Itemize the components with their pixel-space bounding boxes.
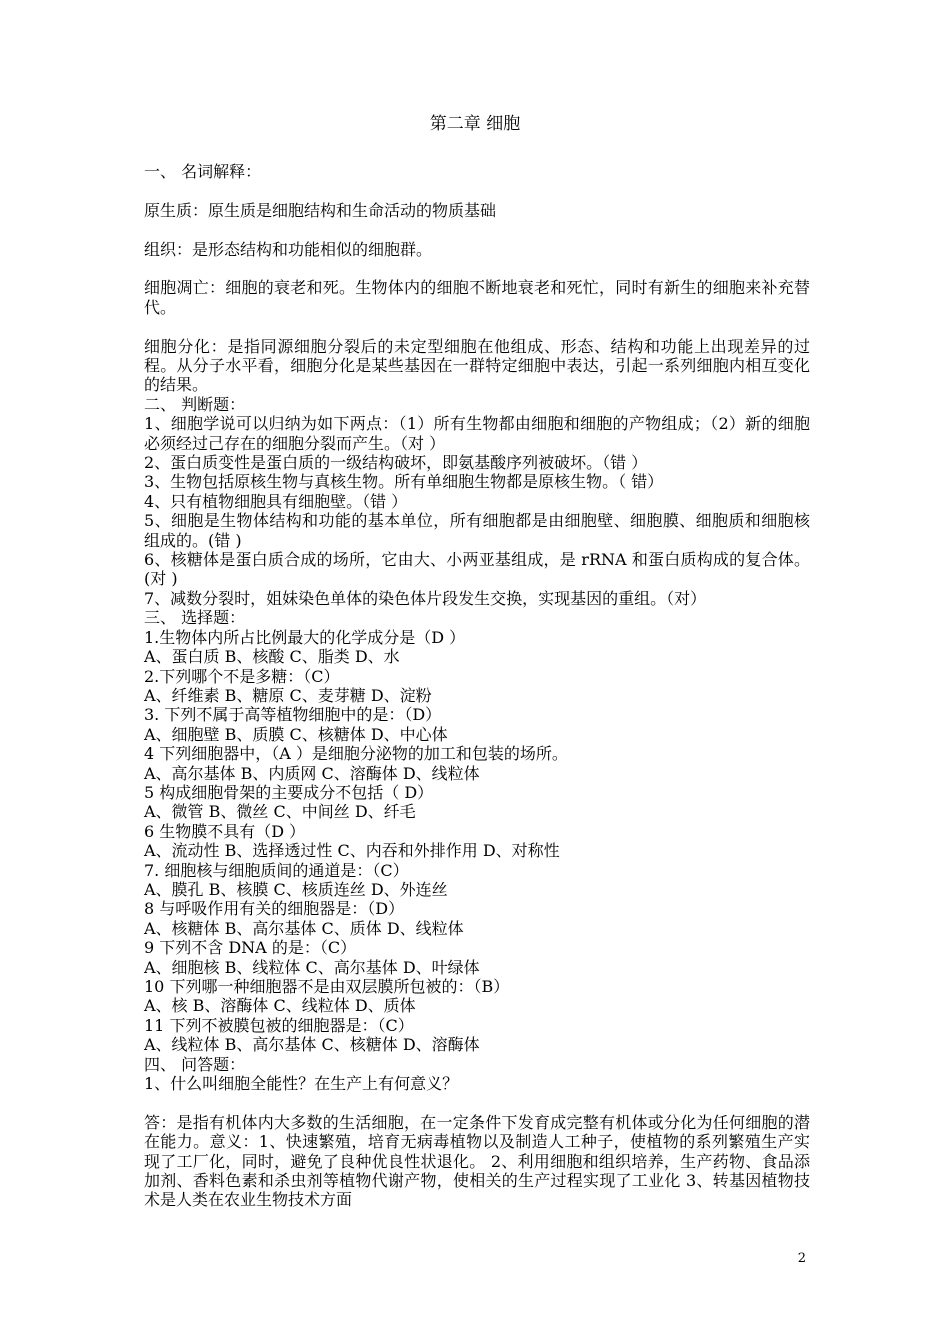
short-answer-text: 答：是指有机体内大多数的生活细胞，在一定条件下发育成完整有机体或分化为任何细胞的潜在能力。意义：1、快速繁殖，培育无病毒植物以及制造人工种子，使植物的系列繁殖生产实现了工厂化，同时，避免了良种优良性状退化。 2、利用细胞和组织培养，生产药物、食品添加剂、香料色素和杀虫剂等植物代谢产物，使相关的生产过程实现了工业化 3、转基因植物技术是人类在农业生物技术方面 [144, 1112, 810, 1210]
section-heading-short-answer: 四、 问答题： [144, 1054, 246, 1074]
choice-question: 1.生物体内所占比例最大的化学成分是（D ） [144, 627, 466, 647]
choice-question: 11 下列不被膜包被的细胞器是：（C） [144, 1015, 414, 1035]
choice-question: 2.下列哪个不是多糖：（C） [144, 666, 340, 686]
term-definition: 细胞凋亡：细胞的衰老和死。生物体内的细胞不断地衰老和死忙，同时有新生的细胞来补充替代。 [144, 278, 810, 317]
choice-options: A、膜孔 B、核膜 C、核质连丝 D、外连丝 [144, 879, 448, 899]
section-heading-true-false: 二、 判断题： [144, 394, 246, 414]
choice-options: A、细胞核 B、线粒体 C、高尔基体 D、叶绿体 [144, 957, 480, 977]
choice-question: 7. 细胞核与细胞质间的通道是：（C） [144, 860, 409, 880]
term-definition: 原生质：原生质是细胞结构和生命活动的物质基础 [144, 200, 497, 220]
choice-question: 5 构成细胞骨架的主要成分不包括（ D） [144, 782, 434, 802]
chapter-title: 第二章 细胞 [429, 114, 521, 134]
choice-question: 4 下列细胞器中，（A ）是细胞分泌物的加工和包装的场所。 [144, 744, 568, 764]
choice-question: 6 生物膜不具有（D ） [144, 821, 306, 841]
term-definition: 细胞分化：是指同源细胞分裂后的未定型细胞在他组成、形态、结构和功能上出现差异的过程。从分子水平看，细胞分化是某些基因在一群特定细胞中表达，引起一系列细胞内相互变化的结果。 [144, 336, 810, 395]
choice-question: 3. 下列不属于高等植物细胞中的是：（D） [144, 705, 442, 725]
choice-options: A、微管 B、微丝 C、中间丝 D、纤毛 [144, 802, 416, 822]
true-false-item: 7、减数分裂时，姐妹染色单体的染色体片段发生交换，实现基因的重组。（对） [144, 588, 707, 608]
choice-question: 9 下列不含 DNA 的是：（C） [144, 938, 357, 958]
choice-options: A、细胞壁 B、质膜 C、核糖体 D、中心体 [144, 724, 448, 744]
true-false-item: 4、只有植物细胞具有细胞壁。（错 ） [144, 491, 408, 511]
choice-options: A、流动性 B、选择透过性 C、内吞和外排作用 D、对称性 [144, 841, 560, 861]
term-definition: 组织：是形态结构和功能相似的细胞群。 [144, 239, 433, 259]
short-answer-question: 1、什么叫细胞全能性？在生产上有何意义？ [144, 1074, 459, 1094]
page-number: 2 [797, 1251, 806, 1266]
true-false-item: 6、核糖体是蛋白质合成的场所，它由大、小两亚基组成，是 rRNA 和蛋白质构成的复合体。 (对 ) [144, 550, 810, 589]
choice-question: 10 下列哪一种细胞器不是由双层膜所包被的：（B） [144, 977, 510, 996]
choice-options: A、线粒体 B、高尔基体 C、核糖体 D、溶酶体 [144, 1035, 480, 1055]
true-false-item: 5、细胞是生物体结构和功能的基本单位，所有细胞都是由细胞壁、细胞膜、细胞质和细胞核组成的。(错 ) [144, 511, 810, 550]
choice-options: A、蛋白质 B、核酸 C、脂类 D、水 [144, 647, 400, 667]
choice-options: A、核糖体 B、高尔基体 C、质体 D、线粒体 [144, 918, 464, 938]
true-false-item: 2、蛋白质变性是蛋白质的一级结构破坏，即氨基酸序列被破坏。（错 ） [144, 453, 648, 473]
choice-options: A、核 B、溶酶体 C、线粒体 D、质体 [144, 996, 416, 1016]
choice-question: 8 与呼吸作用有关的细胞器是：（D） [144, 899, 405, 919]
section-heading-definitions: 一、 名词解释： [144, 162, 262, 181]
page-content [144, 162, 810, 1210]
section-heading-multiple-choice: 三、 选择题： [144, 608, 246, 628]
true-false-item: 3、生物包括原核生物与真核生物。所有单细胞生物都是原核生物。（ 错） [144, 472, 664, 492]
true-false-item: 1、细胞学说可以归纳为如下两点：（1）所有生物都由细胞和细胞的产物组成；（2）新的细胞必须经过己存在的细胞分裂而产生。（对 ） [144, 414, 810, 453]
choice-options: A、纤维素 B、糖原 C、麦芽糖 D、淀粉 [144, 685, 432, 705]
choice-options: A、高尔基体 B、内质网 C、溶酶体 D、线粒体 [144, 763, 480, 783]
